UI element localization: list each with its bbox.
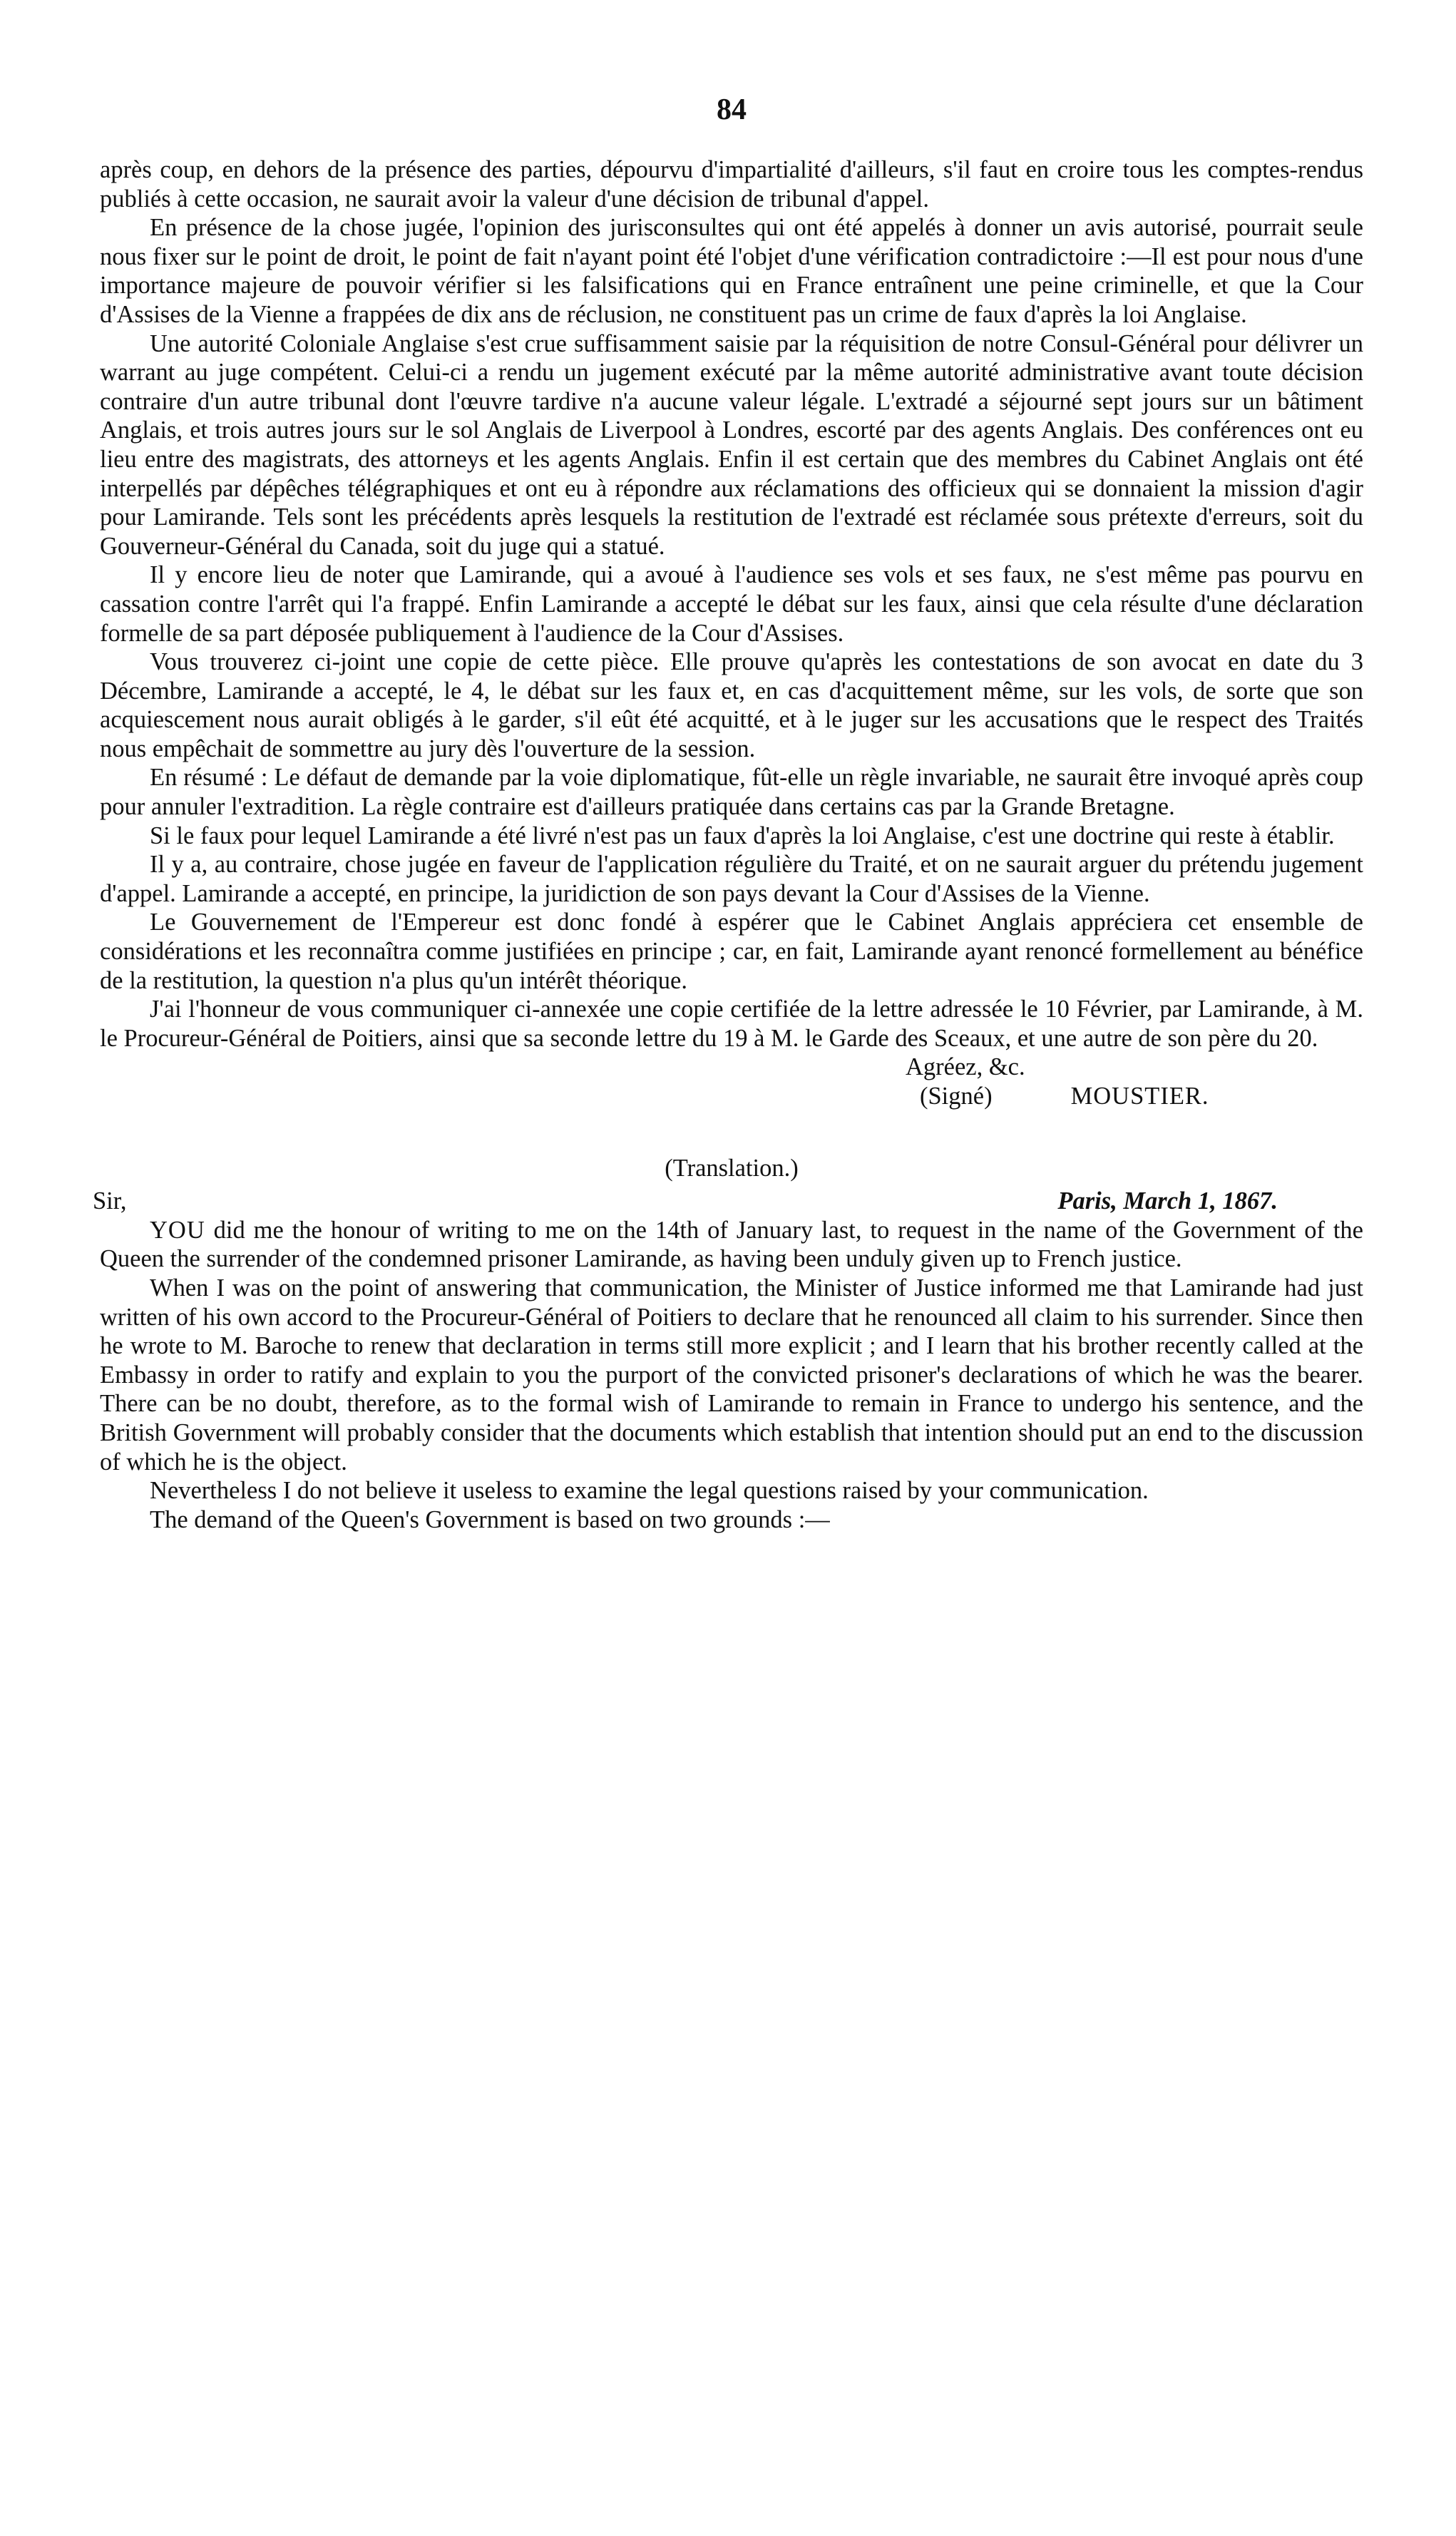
french-letter bbox=[100, 155, 1363, 1111]
translation-paragraph: The demand of the Queen's Government is based on two grounds :— bbox=[150, 1505, 830, 1533]
french-paragraph: Il y a, au contraire, chose jugée en faveur de l'application régulière du Traité, et on ne saurait arguer du prétendu jugement d'appel. Lamirande a accepté, en principe, la juridiction de son pays devant la Cour d'Assises de la Vienne. bbox=[100, 851, 1363, 907]
translation-heading: (Translation.) bbox=[665, 1154, 799, 1182]
french-paragraph: En résumé : Le défaut de demande par la voie diplomatique, fût-elle un règle invariable, ne saurait être invoqué après coup pour annuler l'extradition. La règle contraire est d'ailleurs pratiquée dans certains cas par la Grande Bretagne. bbox=[100, 764, 1363, 821]
dateline: Paris, March 1, 1867. bbox=[1057, 1187, 1278, 1215]
french-paragraph: Une autorité Coloniale Anglaise s'est crue suffisamment saisie par la réquisition de notre Consul-Général pour délivrer un warrant au juge compétent. Celui-ci a rendu un jugement exécuté par la même autorité administrative avant toute décision contraire d'un autre tribunal dont l'œuvre tardive n'a aucune valeur légale. L'extradé a séjourné sept jours sur un bâtiment Anglais, et trois autres jours sur le sol Anglais de Liverpool à Londres, escorté par des agents Anglais. Des conférences ont eu lieu entre des magistrats, des attorneys et les agents Anglais. Enfin il est certain que des membres du Cabinet Anglais ont été interpellés par dépêches télégraphiques et ont eu à répondre aux réclamations des officieux qui se donnaient la mission d'agir pour Lamirande. Tels sont les précédents après lesquels la restitution de l'extradé est réclamée sous prétexte d'erreurs, soit du Gouverneur-Général du Canada, soit du juge qui a statué. bbox=[100, 329, 1363, 560]
opening-word: YOU bbox=[150, 1216, 205, 1244]
french-paragraph: J'ai l'honneur de vous communiquer ci-annexée une copie certifiée de la lettre adressée le 10 Février, par Lamirande, à M. le Procureur-Général de Poitiers, ainsi que sa seconde lettre du 19 à M. le Garde des Sceaux, et une autre de son père du 20. bbox=[100, 996, 1363, 1052]
translation-paragraph: When I was on the point of answering that communication, the Minister of Justice informed me that Lamirande had just written of his own accord to the Procureur-Général of Poitiers to declare that he renounced all claim to his surrender. Since then he wrote to M. Baroche to renew that declaration in terms still more explicit ; and I learn that his brother recently called at the Embassy in order to ratify and explain to you the purport of the convicted prisoner's declarations of which he was the bearer. There can be no doubt, therefore, as to the formal wish of Lamirande to remain in France to undergo his sentence, and the British Government will probably consider that the documents which establish that intention should put an end to the discussion of which he is the object. bbox=[100, 1274, 1363, 1476]
signed-label: (Signé) bbox=[920, 1083, 993, 1110]
page-number: 84 bbox=[717, 93, 747, 126]
french-paragraph: après coup, en dehors de la présence des parties, dépourvu d'impartialité d'ailleurs, s'il faut en croire tous les comptes-rendus publiés à cette occasion, ne saurait avoir la valeur d'une décision de tribunal d'appel. bbox=[100, 156, 1363, 213]
french-paragraph: En présence de la chose jugée, l'opinion des jurisconsultes qui ont été appelés à donner un avis autorisé, pourrait seule nous fixer sur le point de droit, le point de fait n'ayant point été l'objet d'une vérification contradictoire :—Il est pour nous d'une importance majeure de pouvoir vérifier si les falsifications qui en France entraînent une peine criminelle, et que la Cour d'Assises de la Vienne a frappées de dix ans de réclusion, ne constituent pas un crime de faux d'après la loi Anglaise. bbox=[100, 214, 1363, 328]
french-paragraph: Le Gouvernement de l'Empereur est donc fondé à espérer que le Cabinet Anglais appréciera cet ensemble de considérations et les reconnaîtra comme justifiées en principe ; car, en fait, Lamirande ayant renoncé formellement au bénéfice de la restitution, la question n'a plus qu'un intérêt théorique. bbox=[100, 909, 1363, 994]
translation-paragraph bbox=[100, 1216, 1363, 1274]
french-paragraph: Si le faux pour lequel Lamirande a été livré n'est pas un faux d'après la loi Anglaise, c'est une doctrine qui reste à établir. bbox=[150, 822, 1335, 849]
opening-paragraph-text: did me the honour of writing to me on the 14th of January last, to request in the name of the Government of the Queen the surrender of the condemned prisoner Lamirande, as having been unduly given up to French justice. bbox=[100, 1216, 1363, 1273]
signature-line bbox=[100, 1082, 1363, 1111]
closing-formula: Agréez, &c. bbox=[906, 1053, 1025, 1081]
salutation-row bbox=[93, 1187, 1278, 1216]
translation-section bbox=[93, 1154, 1363, 1535]
salutation: Sir, bbox=[93, 1187, 127, 1215]
french-paragraph: Vous trouverez ci-joint une copie de cette pièce. Elle prouve qu'après les contestations de son avocat en date du 3 Décembre, Lamirande a accepté, le 4, le débat sur les faux et, en cas d'acquittement même, sur les vols, de sorte que son acquiescement nous aurait obligés à le garder, s'il eût été acquitté, et à le juger sur les accusations que le respect des Traités nous empêchait de sommettre au jury dès l'ouverture de la session. bbox=[100, 648, 1363, 762]
french-paragraph: Il y encore lieu de noter que Lamirande, qui a avoué à l'audience ses vols et ses faux, ne s'est même pas pourvu en cassation contre l'arrêt qui l'a frappé. Enfin Lamirande a accepté le débat sur les faux, ainsi que cela résulte d'une déclaration formelle de sa part déposée publiquement à l'audience de la Cour d'Assises. bbox=[100, 561, 1363, 647]
translation-paragraph: Nevertheless I do not believe it useless to examine the legal questions raised by your communication. bbox=[150, 1477, 1149, 1505]
signatory-name: MOUSTIER. bbox=[1070, 1083, 1209, 1110]
